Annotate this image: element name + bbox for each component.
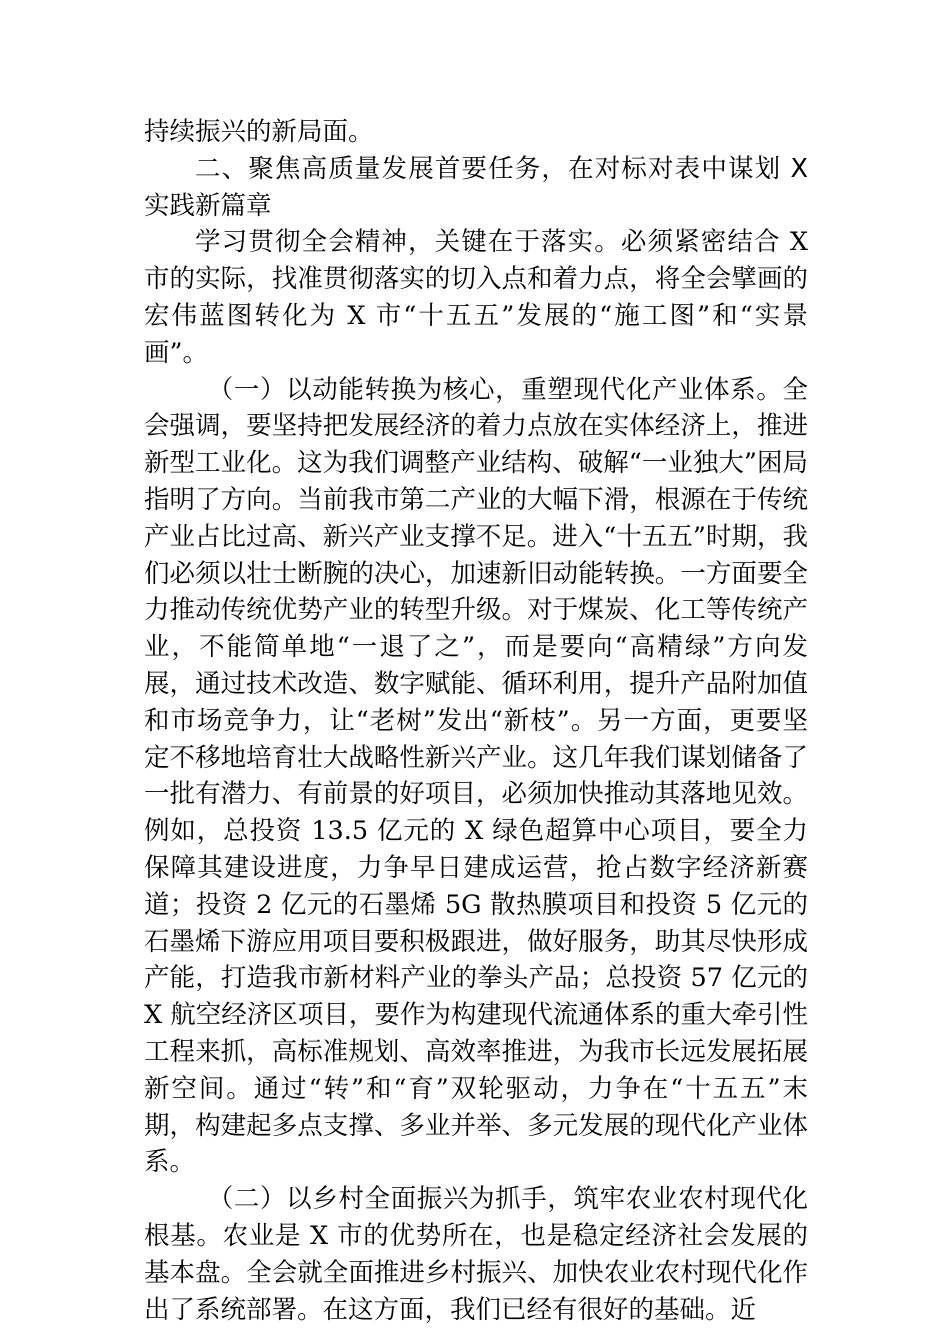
- paragraph-continuation: 持续振兴的新局面。: [144, 117, 374, 147]
- paragraph-point-two: （二）以乡村全面振兴为抓手，筑牢农业农村现代化根基。农业是 X 市的优势所在，也是稳定经济社会发展的基本盘。全会就全面推进乡村振兴、加快农业农村现代化作出了系统部署。在这方面，我们已经有很好的基础。近: [144, 1184, 808, 1325]
- paragraph-intro: 学习贯彻全会精神，关键在于落实。必须紧密结合 X 市的实际，找准贯彻落实的切入点和着力点，将全会擘画的宏伟蓝图转化为 X 市“十五五”发展的“施工图”和“实景画”。: [144, 227, 808, 368]
- section-heading: 二、聚焦高质量发展首要任务，在对标对表中谋划 X 实践新篇章: [144, 153, 808, 221]
- paragraph-point-one: （一）以动能转换为核心，重塑现代化产业体系。全会强调，要坚持把发展经济的着力点放在实体经济上，推进新型工业化。这为我们调整产业结构、破解“一业独大”困局指明了方向。当前我市第二产业的大幅下滑，根源在于传统产业占比过高、新兴产业支撑不足。进入“十五五”时期，我们必须以壮士断腕的决心，加速新旧动能转换。一方面要全力推动传统优势产业的转型升级。对于煤炭、化工等传统产业，不能简单地“一退了之”，而是要向“高精绿”方向发展，通过技术改造、数字赋能、循环利用，提升产品附加值和市场竞争力，让“老树”发出“新枝”。另一方面，更要坚定不移地培育壮大战略性新兴产业。这几年我们谋划储备了一批有潜力、有前景的好项目，必须加快推动其落地见效。例如，总投资 13.5 亿元的 X 绿色超算中心项目，要全力保障其建设进度，力争早日建成运营，抢占数字经济新赛道；投资 2 亿元的石墨烯 5G 散热膜项目和投资 5 亿元的石墨烯下游应用项目要积极跟进，做好服务，助其尽快形成产能，打造我市新材料产业的拳头产品；总投资 57 亿元的 X 航空经济区项目，要作为构建现代流通体系的重大牵引性工程来抓，高标准规划、高效率推进，为我市长远发展拓展新空间。通过“转”和“育”双轮驱动，力争在“十五五”末期，构建起多点支撑、多业并举、多元发展的现代化产业体系。: [144, 374, 808, 1178]
- document-body: [144, 114, 808, 1328]
